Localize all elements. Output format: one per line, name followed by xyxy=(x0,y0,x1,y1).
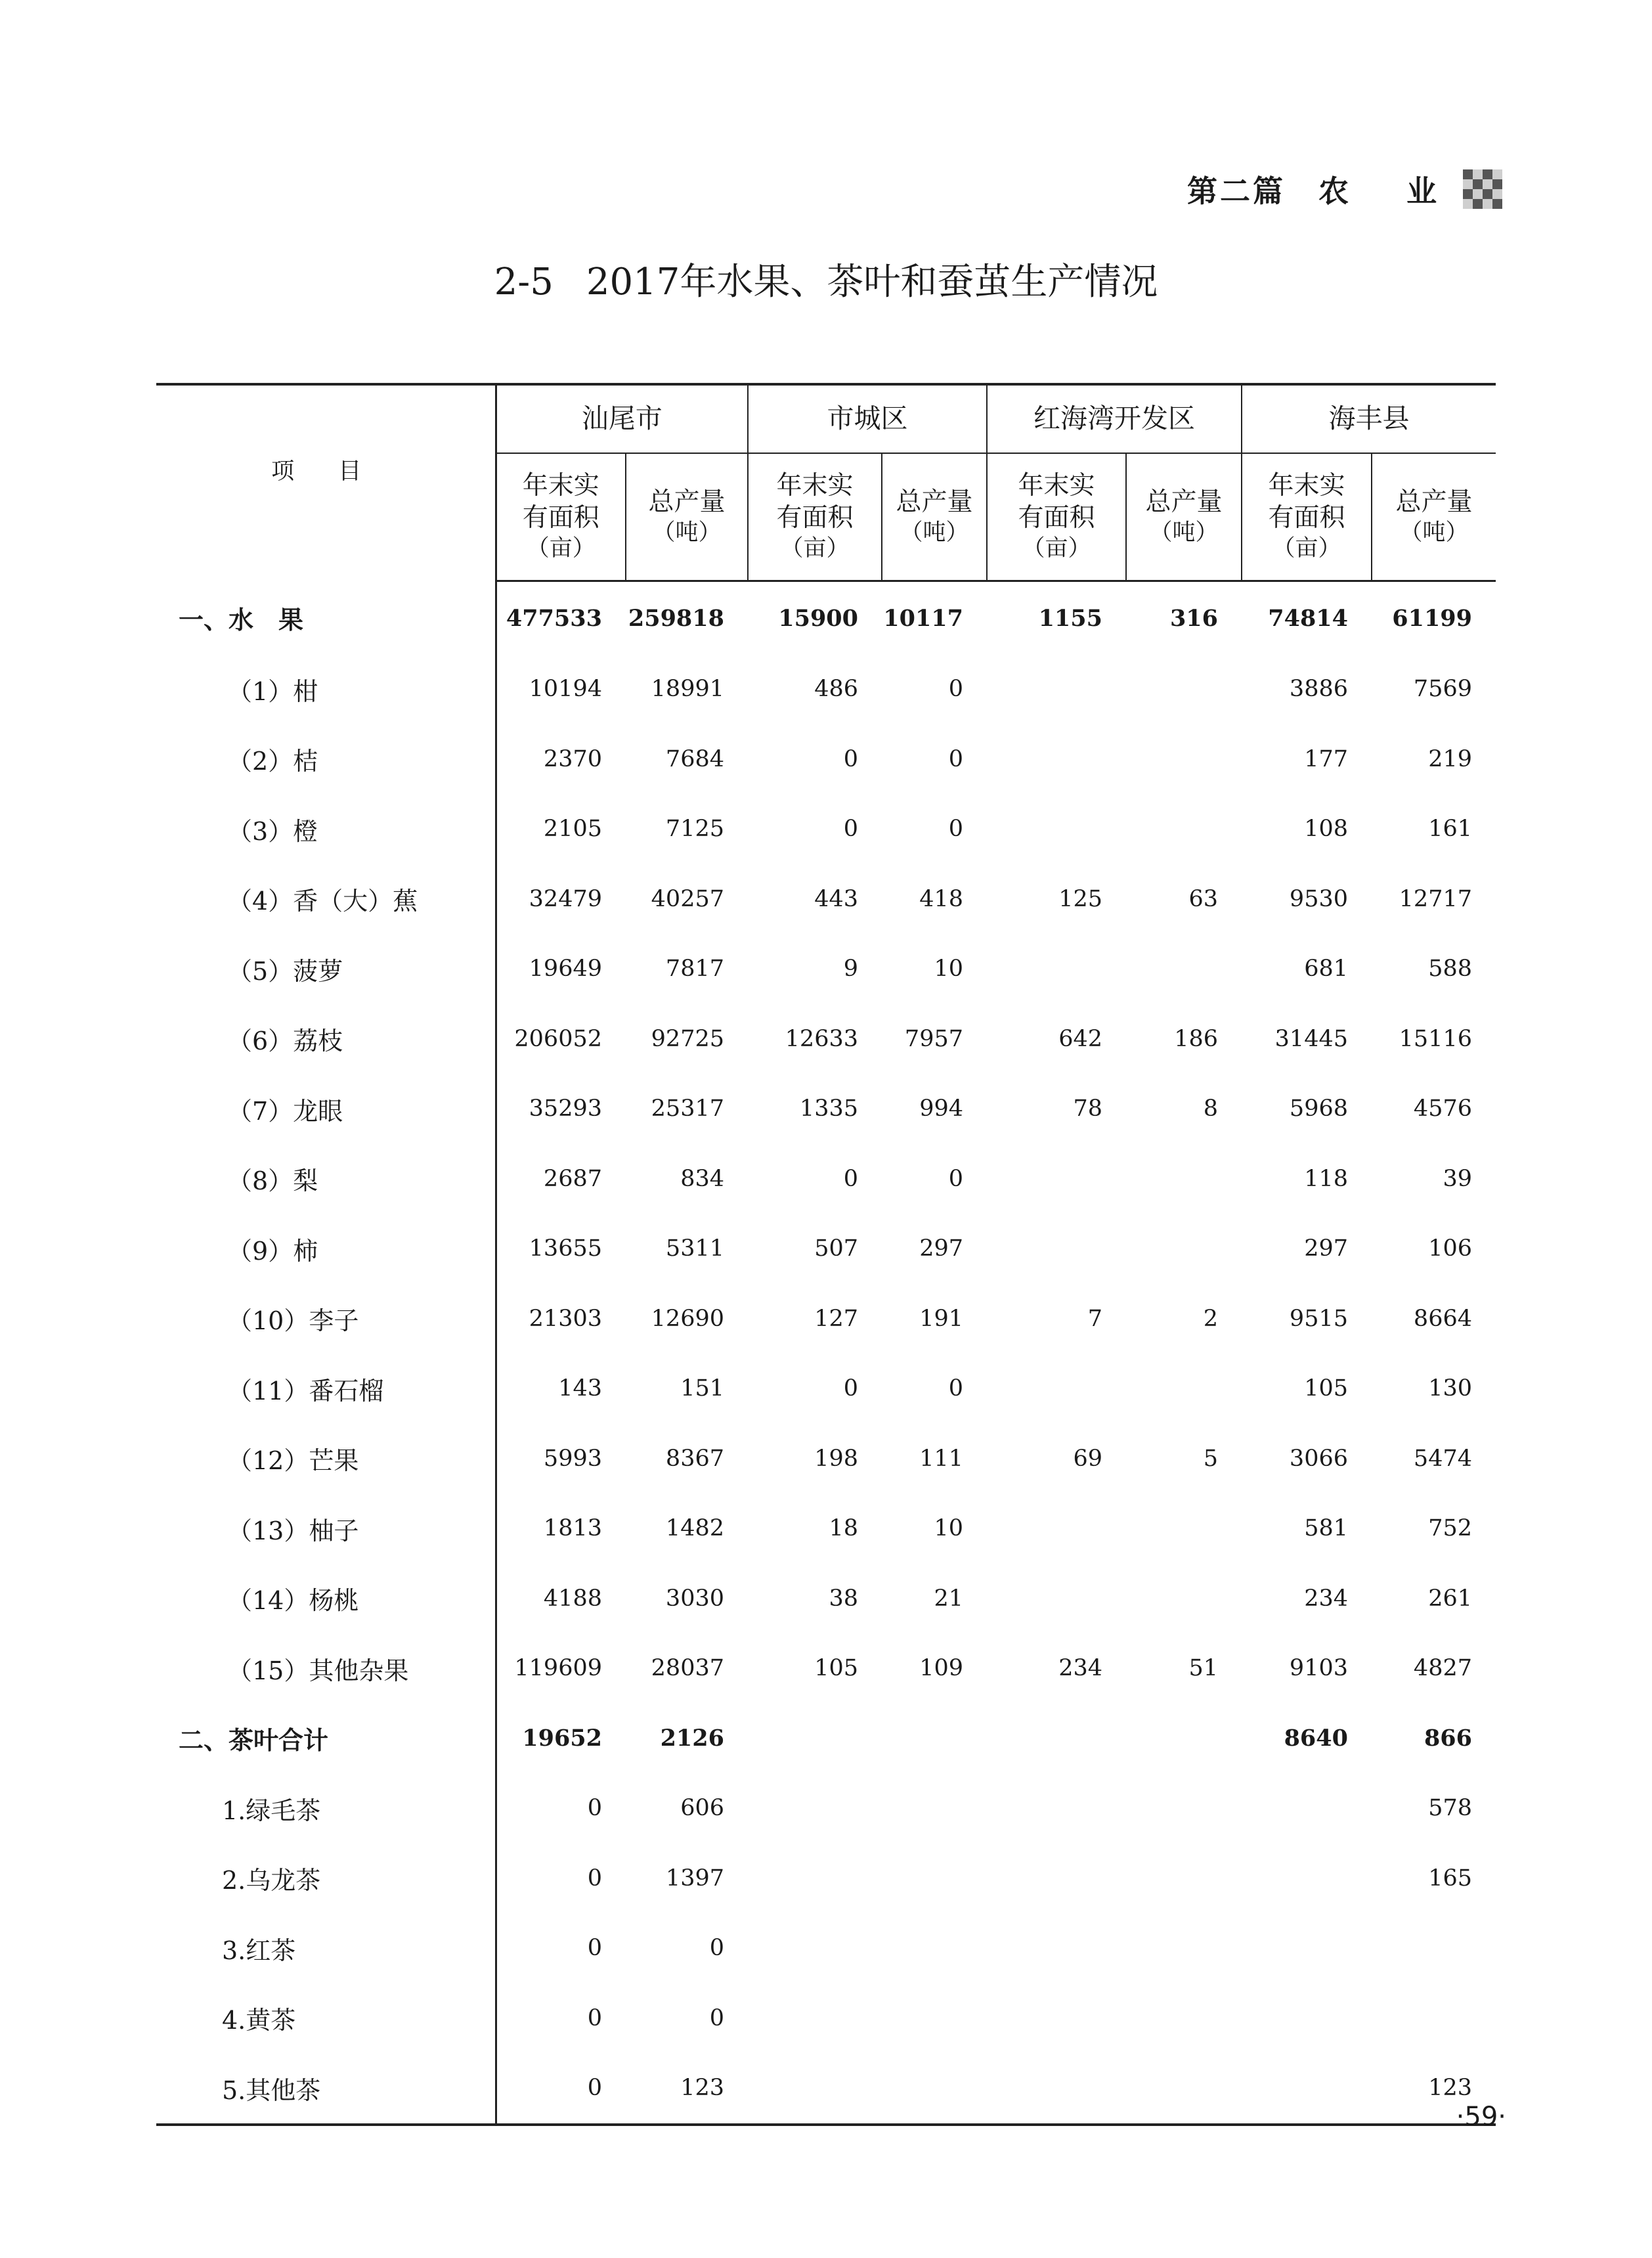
value-cell: 9103 xyxy=(1289,1655,1348,1682)
section-header xyxy=(1187,167,1502,211)
area-header-line: 年末实 xyxy=(1018,471,1095,501)
row-label: 4.黄茶 xyxy=(156,1983,496,2054)
production-table xyxy=(156,383,1496,2126)
row-label: （1）柑 xyxy=(156,654,496,724)
row-label: （9）柿 xyxy=(156,1214,496,1284)
row-label: 3.红茶 xyxy=(156,1913,496,1983)
value-cell: 7125 xyxy=(665,816,724,843)
value-cell: 0 xyxy=(843,1165,858,1192)
value-cell: 0 xyxy=(843,816,858,843)
value-cell: 12633 xyxy=(785,1025,858,1052)
table-row xyxy=(156,1144,1496,1214)
value-cell: 10194 xyxy=(529,676,602,703)
table-row xyxy=(156,934,1496,1004)
value-cell xyxy=(882,1983,987,2054)
value-cell: 130 xyxy=(1428,1375,1472,1402)
value-cell: 191 xyxy=(919,1305,963,1332)
value-cell xyxy=(987,1844,1126,1914)
row-label: （6）荔枝 xyxy=(156,1004,496,1074)
table-row xyxy=(156,581,1496,655)
value-cell: 10117 xyxy=(883,604,963,632)
value-cell: 111 xyxy=(919,1445,963,1472)
area-header-line: 年末实 xyxy=(776,471,854,501)
region-header: 市城区 xyxy=(748,384,987,453)
value-cell: 18991 xyxy=(651,676,724,703)
value-cell: 40257 xyxy=(651,885,724,912)
value-cell: 316 xyxy=(1169,604,1218,632)
table-row xyxy=(156,1354,1496,1424)
row-label: 1.绿毛茶 xyxy=(156,1773,496,1844)
row-label: （7）龙眼 xyxy=(156,1074,496,1144)
value-cell: 35293 xyxy=(529,1096,602,1122)
value-cell: 0 xyxy=(496,2053,626,2125)
table-row xyxy=(156,1074,1496,1144)
table-row xyxy=(156,864,1496,935)
value-cell: 13655 xyxy=(529,1235,602,1262)
value-cell: 0 xyxy=(709,1935,724,1962)
row-label: （14）杨桃 xyxy=(156,1564,496,1634)
area-unit: （亩） xyxy=(526,535,596,562)
value-cell: 8640 xyxy=(1284,1725,1348,1752)
value-cell xyxy=(1372,1913,1496,1983)
row-label: （3）橙 xyxy=(156,794,496,864)
row-label: （12）芒果 xyxy=(156,1424,496,1494)
output-header-line: 总产量 xyxy=(896,487,973,517)
value-cell: 123 xyxy=(626,2053,748,2125)
region-header: 汕尾市 xyxy=(496,384,748,453)
value-cell xyxy=(748,1773,882,1844)
value-cell: 15900 xyxy=(778,604,858,632)
row-label: （11）番石榴 xyxy=(156,1354,496,1424)
value-cell: 259818 xyxy=(628,604,724,632)
value-cell: 9 xyxy=(843,956,858,983)
value-cell: 18 xyxy=(829,1515,858,1542)
checker-icon xyxy=(1463,169,1502,209)
value-cell: 4576 xyxy=(1413,1096,1472,1122)
value-cell xyxy=(882,1913,987,1983)
value-cell: 8 xyxy=(1203,1096,1218,1122)
row-label: （4）香（大）蕉 xyxy=(156,864,496,935)
table-row xyxy=(156,2053,1496,2125)
value-cell: 7684 xyxy=(665,745,724,772)
value-cell xyxy=(882,2053,987,2125)
table-row xyxy=(156,654,1496,724)
value-cell: 10 xyxy=(934,1515,963,1542)
table-title: 2017年水果、茶叶和蚕茧生产情况 xyxy=(586,261,1158,303)
value-cell: 32479 xyxy=(529,885,602,912)
table-row xyxy=(156,1494,1496,1564)
table-row xyxy=(156,1704,1496,1774)
row-label: （15）其他杂果 xyxy=(156,1633,496,1704)
value-cell xyxy=(1126,934,1242,1004)
value-cell: 8664 xyxy=(1413,1305,1472,1332)
value-cell: 578 xyxy=(1428,1795,1472,1822)
value-cell xyxy=(1372,1983,1496,2054)
value-cell: 1813 xyxy=(543,1515,602,1542)
value-cell: 19652 xyxy=(522,1725,602,1752)
value-cell: 261 xyxy=(1428,1585,1472,1612)
value-cell: 1482 xyxy=(665,1515,724,1542)
value-cell: 418 xyxy=(919,885,963,912)
table-row xyxy=(156,1424,1496,1494)
item-column-header: 项 目 xyxy=(156,384,496,581)
value-cell xyxy=(987,724,1126,795)
page-title xyxy=(0,253,1652,305)
value-cell: 477533 xyxy=(506,604,602,632)
value-cell xyxy=(1126,1844,1242,1914)
value-cell: 297 xyxy=(919,1235,963,1262)
region-header: 红海湾开发区 xyxy=(987,384,1242,453)
value-cell: 0 xyxy=(843,745,858,772)
value-cell: 108 xyxy=(1304,816,1348,843)
value-cell: 127 xyxy=(814,1305,858,1332)
part-label: 第二篇 xyxy=(1186,173,1286,209)
area-column-header xyxy=(1242,453,1372,581)
value-cell: 0 xyxy=(709,2004,724,2031)
value-cell: 7569 xyxy=(1413,676,1472,703)
value-cell xyxy=(1126,1704,1242,1774)
value-cell: 21303 xyxy=(529,1305,602,1332)
value-cell: 118 xyxy=(1304,1165,1348,1192)
value-cell: 161 xyxy=(1428,816,1472,843)
value-cell: 0 xyxy=(948,676,963,703)
table-row xyxy=(156,1913,1496,1983)
value-cell xyxy=(1126,1144,1242,1214)
value-cell: 2126 xyxy=(660,1725,724,1752)
value-cell xyxy=(987,1913,1126,1983)
value-cell: 4827 xyxy=(1413,1655,1472,1682)
value-cell: 38 xyxy=(829,1585,858,1612)
value-cell: 486 xyxy=(814,676,858,703)
value-cell: 4188 xyxy=(543,1585,602,1612)
region-header: 海丰县 xyxy=(1242,384,1496,453)
row-label: （2）桔 xyxy=(156,724,496,795)
value-cell xyxy=(987,654,1126,724)
table-row xyxy=(156,1773,1496,1844)
value-cell: 588 xyxy=(1428,956,1472,983)
value-cell: 2 xyxy=(1203,1305,1218,1332)
value-cell: 106 xyxy=(1428,1235,1472,1262)
value-cell: 19649 xyxy=(529,956,602,983)
value-cell xyxy=(882,1773,987,1844)
value-cell xyxy=(882,1704,987,1774)
output-header-line: 总产量 xyxy=(1395,487,1473,517)
row-label: 一、水 果 xyxy=(156,581,496,655)
area-header-line: 有面积 xyxy=(1018,503,1095,533)
value-cell xyxy=(748,1844,882,1914)
value-cell: 12717 xyxy=(1399,885,1472,912)
value-cell xyxy=(987,1983,1126,2054)
region-header-row xyxy=(156,384,1496,453)
value-cell xyxy=(987,1354,1126,1424)
value-cell: 234 xyxy=(1304,1585,1348,1612)
value-cell: 0 xyxy=(843,1375,858,1402)
value-cell: 3886 xyxy=(1289,676,1348,703)
value-cell xyxy=(882,1844,987,1914)
value-cell xyxy=(1242,1913,1372,1983)
value-cell xyxy=(987,1494,1126,1564)
table-row xyxy=(156,1564,1496,1634)
area-header-line: 年末实 xyxy=(522,471,599,501)
value-cell: 109 xyxy=(919,1655,963,1682)
value-cell: 9515 xyxy=(1289,1305,1348,1332)
value-cell: 198 xyxy=(814,1445,858,1472)
value-cell xyxy=(987,794,1126,864)
output-header-line: 总产量 xyxy=(648,487,726,517)
value-cell xyxy=(1126,1913,1242,1983)
area-header-line: 有面积 xyxy=(1268,503,1345,533)
value-cell: 0 xyxy=(948,816,963,843)
value-cell: 3066 xyxy=(1289,1445,1348,1472)
value-cell: 5474 xyxy=(1413,1445,1472,1472)
value-cell: 994 xyxy=(919,1096,963,1122)
value-cell: 0 xyxy=(587,1865,602,1892)
value-cell: 5311 xyxy=(665,1235,724,1262)
area-header-line: 有面积 xyxy=(522,503,599,533)
output-unit: （吨） xyxy=(1399,519,1469,546)
value-cell: 5968 xyxy=(1289,1096,1348,1122)
value-cell xyxy=(748,2053,882,2125)
value-cell: 7 xyxy=(1087,1305,1102,1332)
row-label: 二、茶叶合计 xyxy=(156,1704,496,1774)
output-header-line: 总产量 xyxy=(1145,487,1223,517)
value-cell: 507 xyxy=(814,1235,858,1262)
value-cell: 1397 xyxy=(665,1865,724,1892)
output-column-header xyxy=(1126,453,1242,581)
value-cell xyxy=(987,1773,1126,1844)
value-cell: 1155 xyxy=(1038,604,1102,632)
value-cell: 443 xyxy=(814,885,858,912)
value-cell xyxy=(987,1564,1126,1634)
value-cell xyxy=(1242,2053,1372,2125)
value-cell: 25317 xyxy=(651,1096,724,1122)
table-row xyxy=(156,1983,1496,2054)
area-header-line: 年末实 xyxy=(1268,471,1345,501)
value-cell xyxy=(987,2053,1126,2125)
value-cell: 0 xyxy=(948,1375,963,1402)
value-cell xyxy=(1242,1983,1372,2054)
value-cell: 0 xyxy=(587,1795,602,1822)
table-row xyxy=(156,1004,1496,1074)
row-label: （8）梨 xyxy=(156,1144,496,1214)
value-cell xyxy=(987,934,1126,1004)
value-cell: 7957 xyxy=(904,1025,963,1052)
row-label: （5）菠萝 xyxy=(156,934,496,1004)
value-cell: 606 xyxy=(680,1795,724,1822)
value-cell: 165 xyxy=(1428,1865,1472,1892)
value-cell: 5 xyxy=(1203,1445,1218,1472)
value-cell: 51 xyxy=(1188,1655,1218,1682)
value-cell xyxy=(1126,1773,1242,1844)
value-cell: 234 xyxy=(1058,1655,1102,1682)
output-unit: （吨） xyxy=(1149,519,1219,546)
value-cell: 78 xyxy=(1073,1096,1102,1122)
value-cell: 642 xyxy=(1058,1025,1102,1052)
table-row xyxy=(156,1633,1496,1704)
value-cell: 3030 xyxy=(665,1585,724,1612)
value-cell xyxy=(1126,1983,1242,2054)
area-column-header xyxy=(987,453,1126,581)
value-cell xyxy=(1126,794,1242,864)
value-cell: 92725 xyxy=(651,1025,724,1052)
value-cell: 0 xyxy=(948,1165,963,1192)
value-cell xyxy=(987,1704,1126,1774)
value-cell: 2687 xyxy=(543,1165,602,1192)
value-cell: 143 xyxy=(558,1375,602,1402)
output-column-header xyxy=(882,453,987,581)
value-cell: 39 xyxy=(1443,1165,1472,1192)
value-cell: 8367 xyxy=(665,1445,724,1472)
area-header-line: 有面积 xyxy=(776,503,854,533)
value-cell: 105 xyxy=(1304,1375,1348,1402)
table-row xyxy=(156,1284,1496,1354)
value-cell xyxy=(1126,1564,1242,1634)
row-label: （13）柚子 xyxy=(156,1494,496,1564)
value-cell xyxy=(748,1913,882,1983)
value-cell xyxy=(987,1214,1126,1284)
value-cell: 752 xyxy=(1428,1515,1472,1542)
value-cell xyxy=(1126,1214,1242,1284)
value-cell: 681 xyxy=(1304,956,1348,983)
value-cell: 21 xyxy=(934,1585,963,1612)
area-unit: （亩） xyxy=(1272,535,1341,562)
value-cell: 63 xyxy=(1188,885,1218,912)
table-body xyxy=(156,581,1496,2125)
value-cell: 12690 xyxy=(651,1305,724,1332)
output-column-header xyxy=(1372,453,1496,581)
row-label: 5.其他茶 xyxy=(156,2053,496,2125)
value-cell: 834 xyxy=(680,1165,724,1192)
value-cell: 31445 xyxy=(1274,1025,1348,1052)
value-cell: 15116 xyxy=(1399,1025,1472,1052)
value-cell xyxy=(1126,654,1242,724)
area-unit: （亩） xyxy=(1022,535,1091,562)
table-row xyxy=(156,1214,1496,1284)
value-cell: 105 xyxy=(814,1655,858,1682)
value-cell: 297 xyxy=(1304,1235,1348,1262)
area-column-header xyxy=(496,453,626,581)
section-name: 农 业 xyxy=(1318,173,1460,209)
output-column-header xyxy=(626,453,748,581)
row-label: 2.乌龙茶 xyxy=(156,1844,496,1914)
value-cell xyxy=(1126,2053,1242,2125)
table-row xyxy=(156,724,1496,795)
output-unit: （吨） xyxy=(652,519,722,546)
value-cell: 177 xyxy=(1304,745,1348,772)
value-cell xyxy=(1242,1844,1372,1914)
table-number: 2-5 xyxy=(494,261,554,303)
value-cell: 0 xyxy=(587,2004,602,2031)
value-cell: 186 xyxy=(1174,1025,1218,1052)
value-cell: 9530 xyxy=(1289,885,1348,912)
value-cell: 119609 xyxy=(514,1655,602,1682)
area-column-header xyxy=(748,453,882,581)
value-cell: 219 xyxy=(1428,745,1472,772)
value-cell: 5993 xyxy=(543,1445,602,1472)
value-cell: 2370 xyxy=(543,745,602,772)
output-unit: （吨） xyxy=(900,519,969,546)
value-cell xyxy=(1126,1494,1242,1564)
row-label: （10）李子 xyxy=(156,1284,496,1354)
value-cell: 7817 xyxy=(665,956,724,983)
value-cell: 123 xyxy=(1372,2053,1496,2125)
value-cell: 1335 xyxy=(799,1096,858,1122)
value-cell xyxy=(1126,1354,1242,1424)
value-cell: 74814 xyxy=(1268,604,1348,632)
value-cell: 0 xyxy=(948,745,963,772)
value-cell xyxy=(748,1704,882,1774)
value-cell: 10 xyxy=(934,956,963,983)
value-cell: 0 xyxy=(587,1935,602,1962)
value-cell xyxy=(748,1983,882,2054)
value-cell xyxy=(1126,724,1242,795)
page-number: ·59· xyxy=(1456,2102,1506,2132)
value-cell: 69 xyxy=(1073,1445,1102,1472)
value-cell: 61199 xyxy=(1392,604,1472,632)
value-cell: 28037 xyxy=(651,1655,724,1682)
value-cell: 866 xyxy=(1424,1725,1472,1752)
value-cell: 125 xyxy=(1058,885,1102,912)
value-cell: 581 xyxy=(1304,1515,1348,1542)
value-cell: 2105 xyxy=(543,816,602,843)
value-cell: 151 xyxy=(680,1375,724,1402)
table-row xyxy=(156,794,1496,864)
value-cell xyxy=(1242,1773,1372,1844)
value-cell: 206052 xyxy=(514,1025,602,1052)
area-unit: （亩） xyxy=(780,535,850,562)
value-cell xyxy=(987,1144,1126,1214)
table-row xyxy=(156,1844,1496,1914)
